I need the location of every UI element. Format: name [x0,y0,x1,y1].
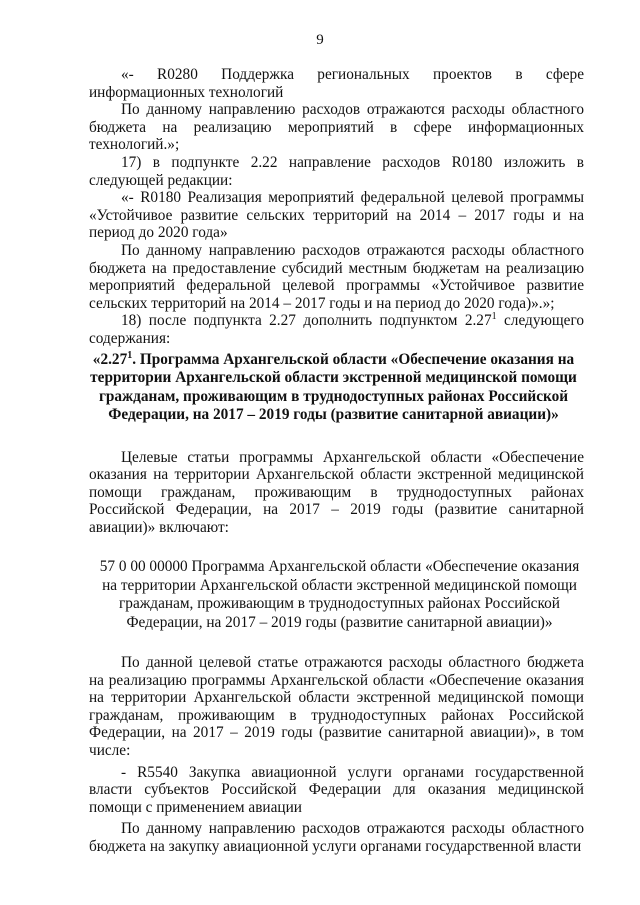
section-heading-2-27-1 [89,351,578,425]
item-18-text: 18) после подпункта 2.27 дополнить подпунктом 2.27 [121,312,492,330]
paragraph-r0280-description: По данному направлению расходов отражаются расходы областного бюджета на реализацию мероприятий в сфере информационных технологий.»; [89,101,584,154]
item-18-text-end: следующего содержания: [89,312,585,347]
paragraph-r5540-item: - R5540 Закупка авиационной услуги органами государственной власти субъектов Российской Федерации для оказания медицинской помощи с применением авиации [89,763,584,816]
document-body [89,66,584,856]
paragraph-item-18 [89,312,584,347]
paragraph-r0180-description: По данному направлению расходов отражаются расходы областного бюджета на предоставление субсидий местным бюджетам на реализацию мероприятий федеральной целевой программы «Устойчивое развитие сельских территорий на 2014 – 2017 годы и на период до 2020 года)».»; [89,241,584,312]
heading-title: . Программа Архангельской области «Обеспечение оказания на территории Архангельской области экстренной медицинской помощи гражданам, проживающим в труднодоступных районах Российской Федерации, на 2017 – 2019 годы (развитие санитарной авиации)» [90,350,577,423]
heading-number: «2.27 [92,350,128,368]
paragraph-item-17: 17) в подпункте 2.22 направление расходов R0180 изложить в следующей редакции: [89,153,584,189]
item-18-superscript: 1 [491,311,497,323]
paragraph-r0280-item: «- R0280 Поддержка региональных проектов в сфере информационных технологий [89,66,584,101]
page-number: 9 [316,32,324,48]
paragraph-target-article-description: По данной целевой статье отражаются расходы областного бюджета на реализацию программы Архангельской области «Обеспечение оказания на территории Архангельской области экстренной медицинской помощи гражданам, проживающим в труднодоступных районах Российской Федерации, на 2017 – 2019 годы (развитие санитарной авиации)», в том числе: [89,654,584,760]
heading-superscript: 1 [127,349,133,361]
paragraph-r5540-description: По данному направлению расходов отражаются расходы областного бюджета на закупку авиационной услуги органами государственной власти [89,820,584,856]
paragraph-r0180-item: «- R0180 Реализация мероприятий федеральной целевой программы «Устойчивое развитие сельских территорий на 2014 – 2017 годы и на период до 2020 года» [89,189,584,242]
paragraph-target-articles: Целевые статьи программы Архангельской области «Обеспечение оказания на территории Архангельской области экстренной медицинской помощи гражданам, проживающим в труднодоступных районах Российской Федерации, на 2017 – 2019 годы (развитие санитарной авиации)» включают: [89,448,584,536]
target-article-code-block: 57 0 00 00000 Программа Архангельской области «Обеспечение оказания на территории Архангельской области экстренной медицинской помощи гражданам, проживающим в труднодоступных районах Российской Федерации, на 2017 – 2019 годы (развитие санитарной авиации)» [99,558,580,631]
